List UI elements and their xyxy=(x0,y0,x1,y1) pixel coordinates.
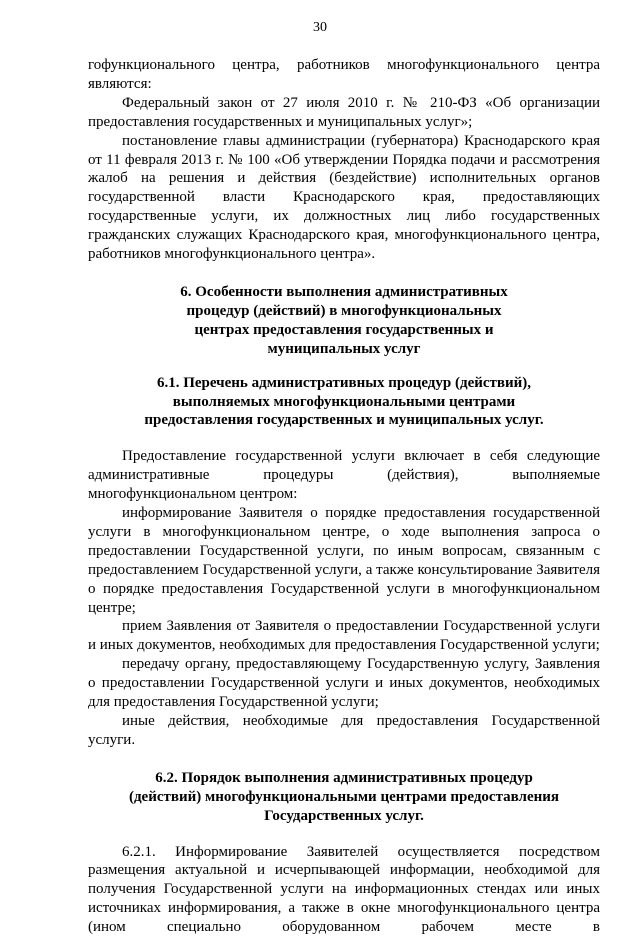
intro-continuation: гофункционального центра, работников многофункционального центра являются: xyxy=(88,57,600,92)
intro-resolution-100: постановление главы администрации (губернатора) Краснодарского края от 11 февраля 2013 г. № 100 «Об утверждении Порядка подачи и рассмотрения жалоб на решения и действия (бездействие) исполнительных органов государственной власти Краснодарского края, предоставляющих государственные услуги, их должностных лиц либо государственных гражданских служащих Краснодарского края, многофункционального центра, работников многофункционального центра». xyxy=(88,132,600,263)
section-6-1-paragraph-5: иные действия, необходимые для предоставления Государственной услуги. xyxy=(88,713,600,748)
section-6-1-paragraph-2: информирование Заявителя о порядке предоставления государственной услуги в многофункциональном центре, о ходе выполнения запроса о предоставлении Государственной услуги, по иным вопросам, связанным с предоставлением Государственной услуги, а также консультирование Заявителя о порядке предоставления Государственной услуги в многофункциональном центре; xyxy=(88,505,600,616)
section-6-2-1-paragraph: 6.2.1. Информирование Заявителей осуществляется посредством размещения актуальной и исчерпывающей информации, необходимой для получения Государственной услуги на информационных стендах или иных источниках информирования, а также в окне многофункционального центра (ином специально оборудованном рабочем месте в xyxy=(88,843,600,936)
section-6-1-heading: 6.1. Перечень административных процедур (действий), выполняемых многофункциональными центрами предоставления государственных и муниципальных услуг. xyxy=(144,374,544,429)
section-6-1-paragraph-1: Предоставление государственной услуги включает в себя следующие административные процедуры (действия), выполняемые многофункциональном центром: xyxy=(88,448,600,503)
section-6-1-paragraph-3: прием Заявления от Заявителя о предоставлении Государственной услуги и иных документов, необходимых для предоставления Государственной услуги; xyxy=(88,618,600,654)
intro-law-210: Федеральный закон от 27 июля 2010 г. № 210-ФЗ «Об организации предоставления государственных и муниципальных услуг»; xyxy=(88,94,600,130)
section-6-2-heading: 6.2. Порядок выполнения административных процедур (действий) многофункциональными центрами предоставления Государственных услуг. xyxy=(128,769,560,824)
page-number: 30 xyxy=(313,20,327,35)
page-content xyxy=(88,56,600,937)
section-6-heading: 6. Особенности выполнения административных процедур (действий) в многофункциональных центрах предоставления государственных и муниципальных услуг xyxy=(180,283,508,357)
section-6-1-paragraph-4: передачу органу, предоставляющему Государственную услугу, Заявления о предоставлении Государственной услуги и иных документов, необходимых для предоставления Государственной услуги; xyxy=(88,656,600,711)
